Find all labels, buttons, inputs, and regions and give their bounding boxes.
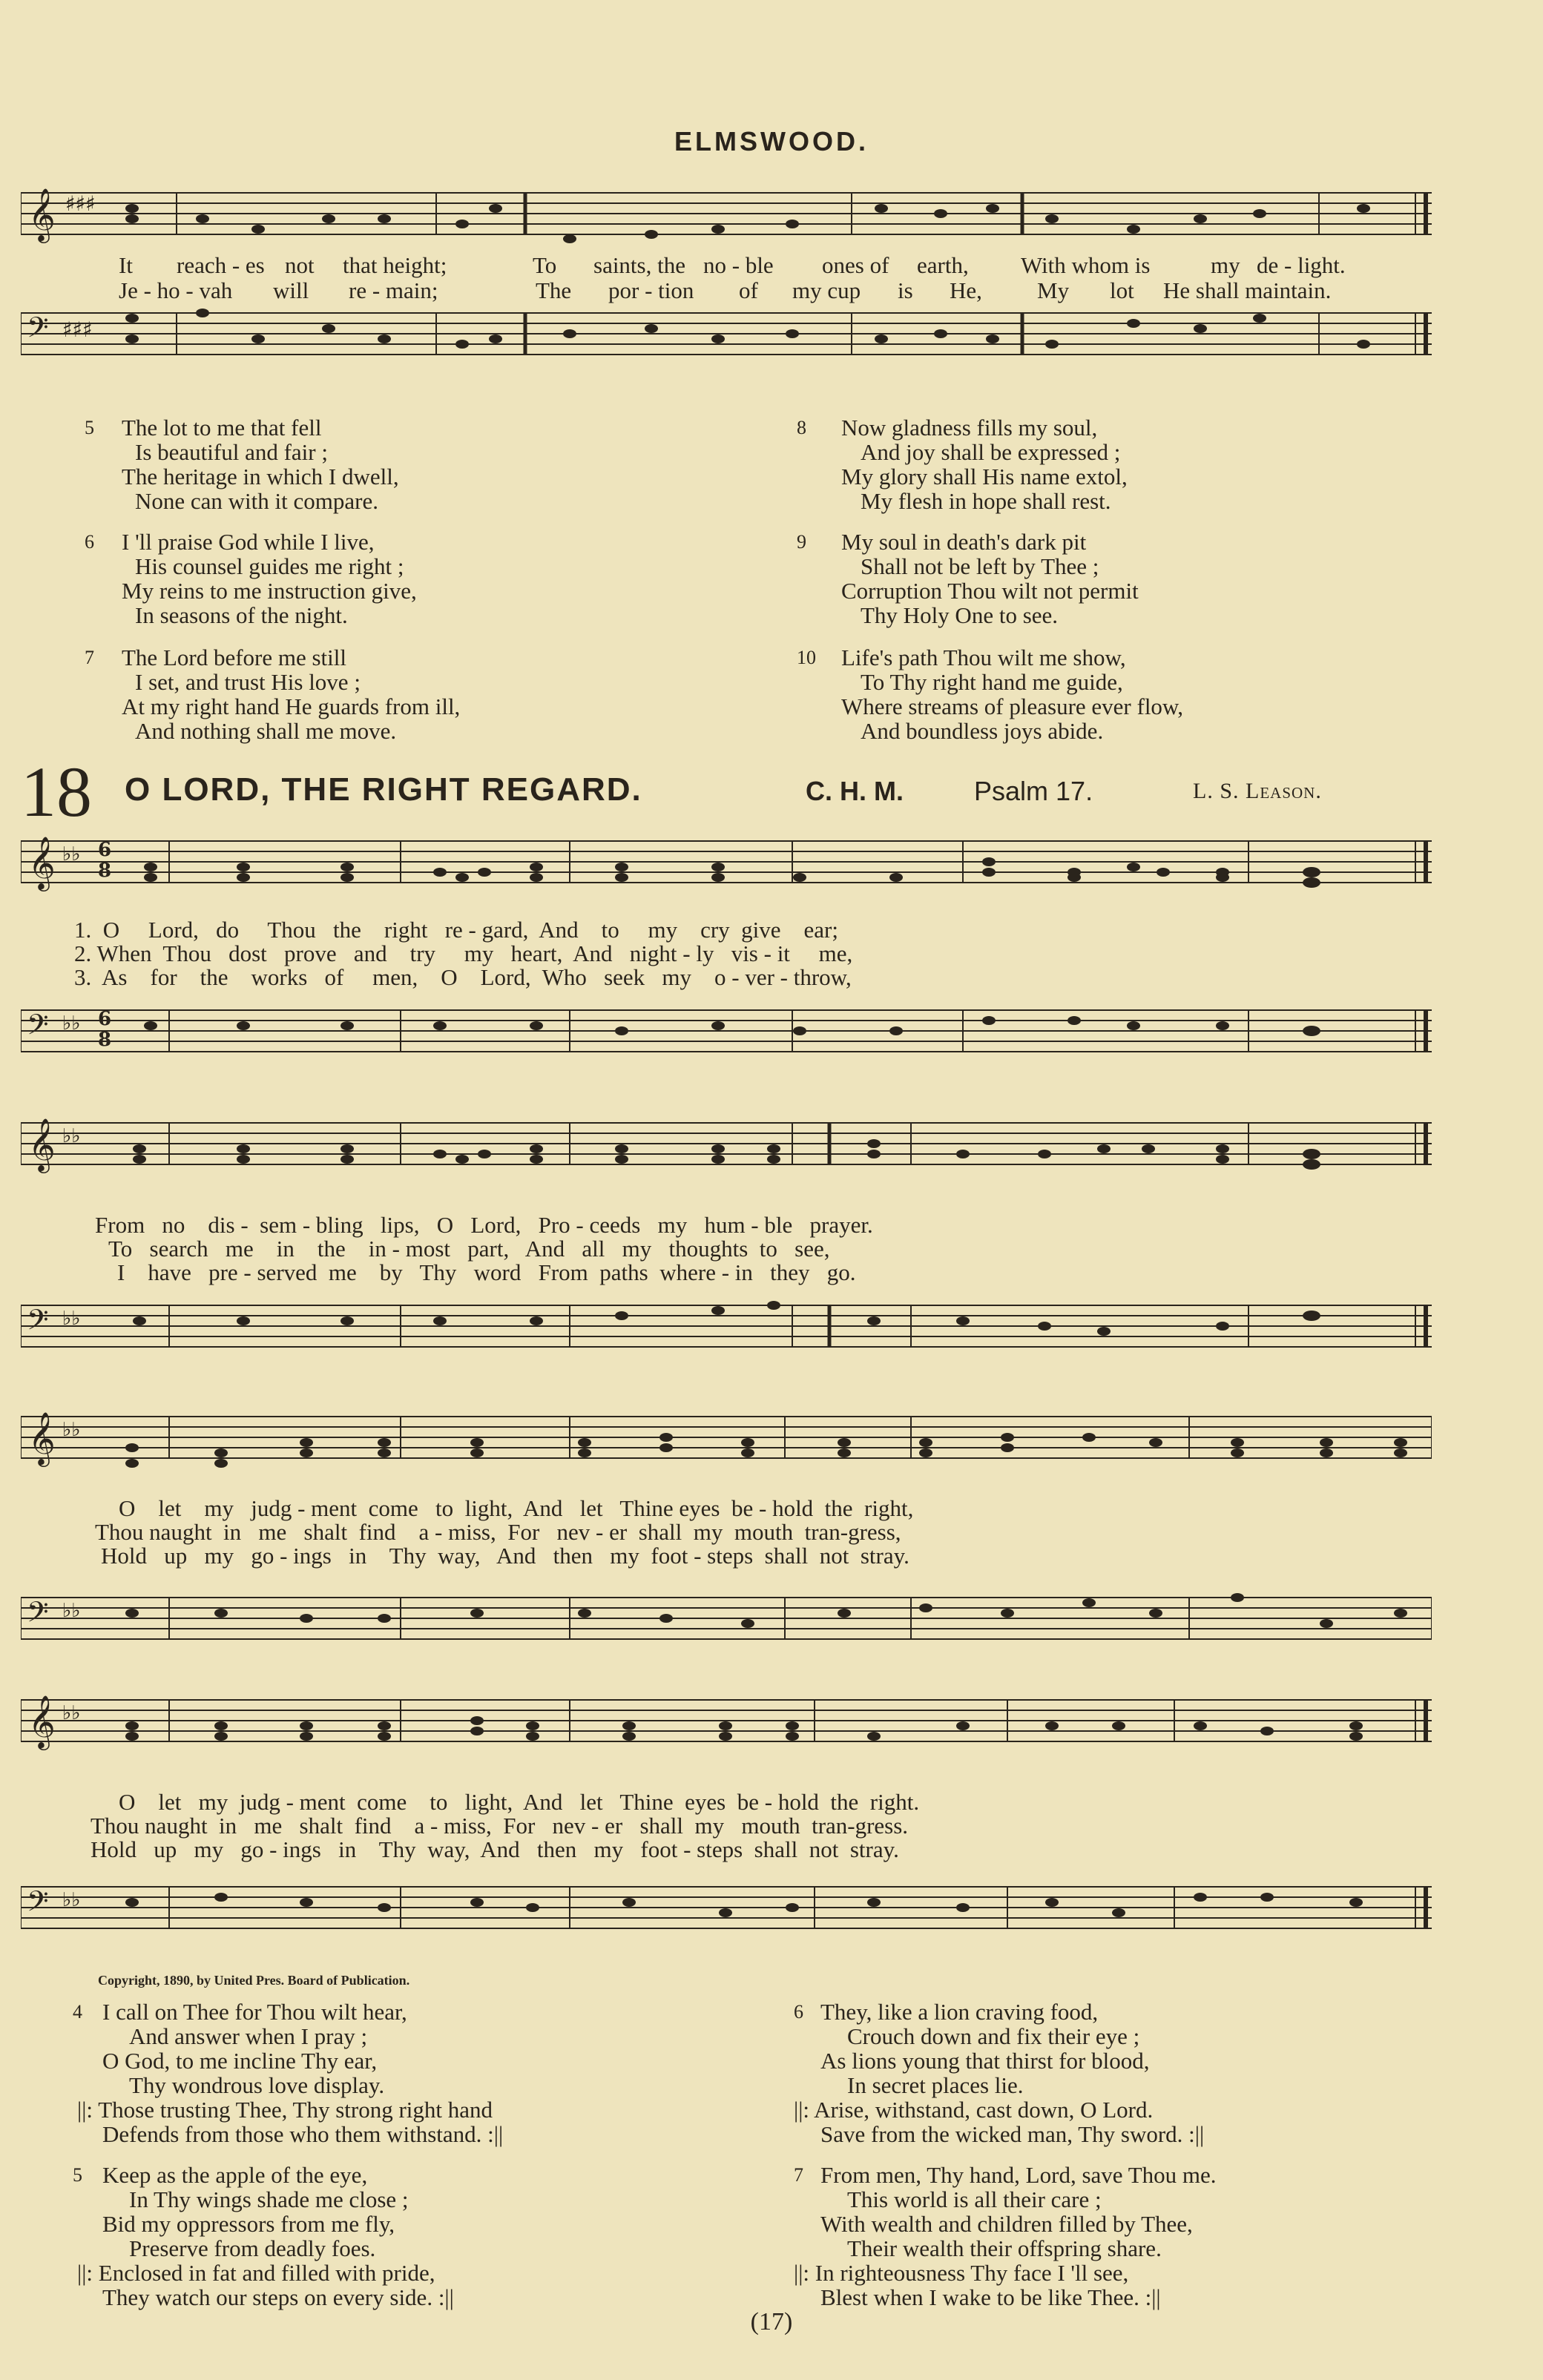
svg-text:𝄞: 𝄞 — [28, 187, 56, 241]
system1-lyrics-verse-3: 3. As for the works of men, O Lord, Who seek my o - ver - throw, — [74, 964, 852, 990]
verse-line: ||: In righteousness Thy face I 'll see, — [794, 2260, 1129, 2286]
system3-lyrics-verse-3: Hold up my go - ings in Thy way, And then my foot - steps shall not stray. — [101, 1543, 909, 1569]
verse-line: To Thy right hand me guide, — [861, 669, 1123, 695]
verse-line: ||: Those trusting Thee, Thy strong right hand — [77, 2097, 493, 2123]
svg-text:♭♭: ♭♭ — [62, 1419, 81, 1441]
verse-number: 8 — [797, 417, 806, 438]
lyric-word: reach - es — [177, 252, 265, 278]
verse-line: I 'll praise God while I live, — [122, 529, 375, 555]
hymn-title: O LORD, THE RIGHT REGARD. — [125, 771, 642, 808]
system3-bass-staff — [21, 1587, 1432, 1654]
system2-lyrics-verse-3: I have pre - served me by Thy word From paths where - in they go. — [117, 1259, 856, 1285]
system3-treble-staff — [21, 1406, 1432, 1473]
verse-line: My soul in death's dark pit — [841, 529, 1087, 555]
verse-line: This world is all their care ; — [847, 2186, 1102, 2212]
lyric-word: de - light. — [1257, 252, 1346, 278]
verse-line: Corruption Thou wilt not permit — [841, 578, 1139, 604]
lyric-word: no - ble — [703, 252, 774, 278]
elmswood-verse-5 — [85, 415, 399, 514]
svg-text:𝄢: 𝄢 — [27, 1885, 49, 1925]
svg-text:𝄢: 𝄢 — [27, 311, 49, 351]
svg-text:♭♭: ♭♭ — [62, 1702, 81, 1724]
lyric-word: of — [739, 277, 758, 303]
lyric-word: re - main; — [349, 277, 438, 303]
lyric-word: is — [898, 277, 913, 303]
verse-line: And joy shall be expressed ; — [861, 439, 1121, 465]
system4-treble-staff — [21, 1690, 1432, 1756]
lyric-word: My — [1037, 277, 1070, 303]
lyric-word: lot — [1110, 277, 1134, 303]
verse-line: The heritage in which I dwell, — [122, 464, 399, 489]
system4-lyrics-verse-2: Thou naught in me shalt find a - miss, For nev - er shall my mouth tran-gress. — [91, 1813, 909, 1839]
verse-line: My glory shall His name extol, — [841, 464, 1128, 489]
verse-line: Preserve from deadly foes. — [129, 2235, 376, 2261]
hymn-composer: L. S. Leason. — [1193, 779, 1322, 803]
verse-line: Defends from those who them withstand. :|| — [102, 2121, 504, 2147]
lyric-word: por - tion — [608, 277, 694, 303]
svg-text:𝄞: 𝄞 — [28, 1117, 56, 1171]
hymn-number: 18 — [21, 752, 92, 831]
lyric-word: will — [273, 277, 309, 303]
verse-line: His counsel guides me right ; — [135, 553, 404, 579]
system2-lyrics-verse-2: To search me in the in - most part, And all my thoughts to see, — [108, 1236, 830, 1262]
lyric-word: He, — [950, 277, 982, 303]
hymn18-verse-4 — [73, 1999, 504, 2147]
verse-line: Crouch down and fix their eye ; — [847, 2023, 1140, 2049]
hymn18-verse-6 — [794, 2000, 1204, 2146]
svg-text:♭♭: ♭♭ — [62, 843, 81, 866]
verse-line: The lot to me that fell — [122, 415, 322, 441]
elmswood-verse-9 — [797, 529, 1139, 628]
lyric-word: It — [119, 252, 133, 278]
lyric-word: With whom is — [1021, 252, 1151, 278]
page-number: (17) — [750, 2308, 793, 2336]
elmswood-verse-6 — [85, 529, 417, 628]
elmswood-treble-staff — [21, 185, 1432, 245]
verse-number: 9 — [797, 531, 806, 553]
lyric-word: He shall maintain. — [1163, 277, 1332, 303]
verse-line: And boundless joys abide. — [861, 718, 1104, 744]
svg-text:♭♭: ♭♭ — [62, 1889, 81, 1911]
svg-text:6: 6 — [98, 1008, 112, 1030]
verse-line: They watch our steps on every side. :|| — [102, 2284, 454, 2310]
verse-line: From men, Thy hand, Lord, save Thou me. — [820, 2162, 1217, 2188]
lyric-word: The — [536, 277, 572, 303]
verse-line: I call on Thee for Thou wilt hear, — [102, 1999, 407, 2025]
svg-text:♭♭: ♭♭ — [62, 1600, 81, 1622]
verse-line: Where streams of pleasure ever flow, — [841, 693, 1184, 719]
lyric-word: not — [285, 252, 315, 278]
verse-line: Their wealth their offspring share. — [847, 2235, 1162, 2261]
verse-line: O God, to me incline Thy ear, — [102, 2048, 378, 2074]
copyright-notice: Copyright, 1890, by United Pres. Board of Publication. — [98, 1973, 410, 1988]
lyric-word: my — [1211, 252, 1240, 278]
elmswood-bass-staff — [21, 306, 1432, 365]
verse-line: And nothing shall me move. — [135, 718, 397, 744]
verse-line: ||: Enclosed in fat and filled with pride, — [77, 2260, 435, 2286]
verse-line: Blest when I wake to be like Thee. :|| — [820, 2284, 1161, 2310]
verse-line: Now gladness fills my soul, — [841, 415, 1098, 441]
verse-line: My reins to me instruction give, — [122, 578, 417, 604]
svg-text:𝄞: 𝄞 — [28, 1411, 56, 1465]
hymn-meter: C. H. M. — [806, 776, 904, 806]
verse-line: As lions young that thirst for blood, — [820, 2048, 1150, 2074]
lyric-word: To — [533, 252, 557, 278]
verse-line: Thy wondrous love display. — [129, 2072, 385, 2098]
hymn18-verse-5 — [73, 2162, 454, 2310]
svg-text:8: 8 — [98, 860, 112, 882]
verse-line: They, like a lion craving food, — [820, 1999, 1099, 2025]
svg-text:♭♭: ♭♭ — [62, 1308, 81, 1330]
lyric-word: that height; — [343, 252, 447, 278]
svg-text:𝄞: 𝄞 — [28, 1694, 56, 1748]
hymn18-verse-7 — [794, 2163, 1217, 2310]
verse-number: 5 — [73, 2164, 82, 2186]
verse-number: 6 — [794, 2001, 803, 2023]
verse-line: My flesh in hope shall rest. — [861, 488, 1111, 514]
hymn-psalm: Psalm 17. — [974, 776, 1093, 806]
verse-line: In Thy wings shade me close ; — [129, 2186, 409, 2212]
lyric-word: ones of — [822, 252, 889, 278]
verse-number: 10 — [797, 647, 816, 668]
verse-line: At my right hand He guards from ill, — [122, 693, 461, 719]
verse-line: Bid my oppressors from me fly, — [102, 2211, 395, 2237]
lyric-word: saints, the — [593, 252, 685, 278]
tune-title: ELMSWOOD. — [674, 126, 869, 156]
svg-text:♭♭: ♭♭ — [62, 1012, 81, 1035]
svg-text:𝄢: 𝄢 — [27, 1303, 49, 1343]
verse-number: 5 — [85, 417, 94, 438]
system4-lyrics-verse-3: Hold up my go - ings in Thy way, And then my foot - steps shall not stray. — [91, 1836, 899, 1862]
verse-line: In secret places lie. — [847, 2072, 1024, 2098]
system4-lyrics-verse-1: O let my judg - ment come to light, And let Thine eyes be - hold the right. — [119, 1789, 920, 1815]
lyric-word: my cup — [792, 277, 861, 303]
verse-line: The Lord before me still — [122, 645, 347, 670]
verse-line: Is beautiful and fair ; — [135, 439, 328, 465]
verse-line: I set, and trust His love ; — [135, 669, 361, 695]
system4-bass-staff — [21, 1876, 1432, 1943]
system2-treble-staff — [21, 1112, 1432, 1179]
svg-text:♭♭: ♭♭ — [62, 1125, 81, 1147]
elmswood-verse-8 — [797, 415, 1128, 514]
system1-treble-staff — [21, 831, 1432, 897]
svg-text:𝄞: 𝄞 — [28, 835, 56, 889]
verse-line: In seasons of the night. — [135, 602, 348, 628]
svg-text:♯♯♯: ♯♯♯ — [62, 317, 93, 342]
verse-line: And answer when I pray ; — [129, 2023, 368, 2049]
elmswood-verse-10 — [797, 645, 1184, 744]
lyric-word: earth, — [917, 252, 969, 278]
verse-line: ||: Arise, withstand, cast down, O Lord. — [794, 2097, 1154, 2123]
verse-line: With wealth and children filled by Thee, — [820, 2211, 1193, 2237]
system2-lyrics-verse-1: From no dis - sem - bling lips, O Lord, Pro - ceeds my hum - ble prayer. — [95, 1212, 873, 1238]
system1-lyrics-verse-1: 1. O Lord, do Thou the right re - gard, And to my cry give ear; — [74, 917, 838, 943]
system1-bass-staff — [21, 1000, 1432, 1067]
verse-line: None can with it compare. — [135, 488, 378, 514]
verse-line: Shall not be left by Thee ; — [861, 553, 1099, 579]
svg-text:8: 8 — [98, 1029, 112, 1051]
verse-number: 4 — [73, 2001, 82, 2023]
system3-lyrics-verse-2: Thou naught in me shalt find a - miss, For nev - er shall my mouth tran-gress, — [95, 1519, 901, 1545]
verse-number: 7 — [85, 647, 94, 668]
verse-line: Keep as the apple of the eye, — [102, 2162, 368, 2188]
svg-text:𝄢: 𝄢 — [27, 1008, 49, 1048]
verse-line: Thy Holy One to see. — [861, 602, 1059, 628]
svg-text:♯♯♯: ♯♯♯ — [65, 191, 96, 216]
system1-lyrics-verse-2: 2. When Thou dost prove and try my heart, And night - ly vis - it me, — [74, 940, 853, 966]
verse-line: Save from the wicked man, Thy sword. :|| — [820, 2121, 1205, 2147]
system2-bass-staff — [21, 1295, 1432, 1362]
svg-text:6: 6 — [98, 839, 112, 861]
system3-lyrics-verse-1: O let my judg - ment come to light, And let Thine eyes be - hold the right, — [119, 1495, 914, 1521]
verse-number: 6 — [85, 531, 94, 553]
svg-text:𝄢: 𝄢 — [27, 1595, 49, 1635]
verse-line: Life's path Thou wilt me show, — [841, 645, 1126, 670]
lyric-word: Je - ho - vah — [119, 277, 233, 303]
elmswood-verse-7 — [85, 645, 461, 744]
verse-number: 7 — [794, 2164, 803, 2186]
